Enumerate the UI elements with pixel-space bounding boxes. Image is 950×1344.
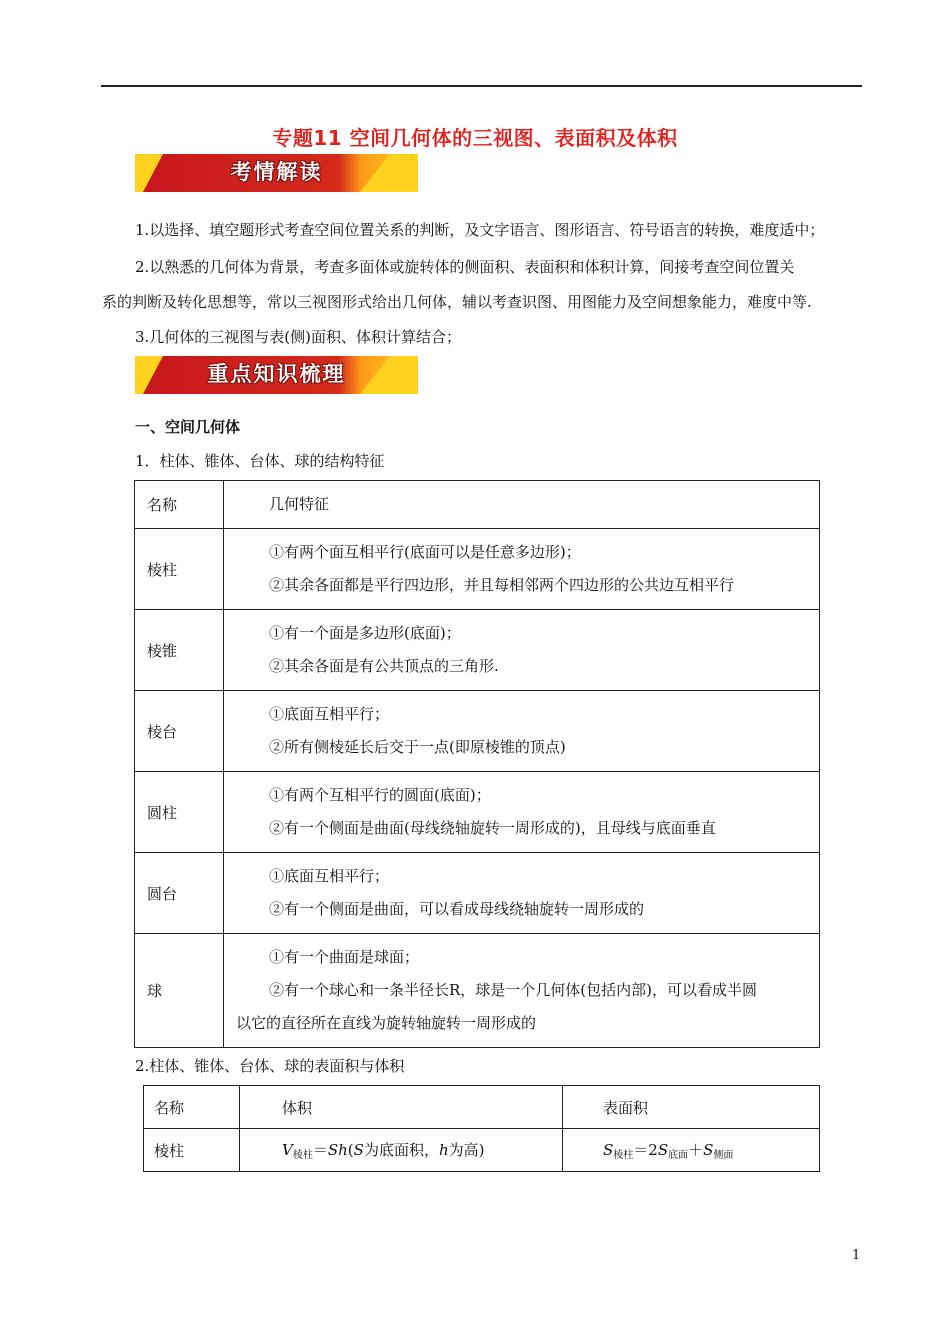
feature-1: ①有两个互相平行的圆面(底面)； [269, 786, 491, 804]
formula-subscript: 底面 [668, 1150, 689, 1161]
formula-part: ＋ [688, 1141, 704, 1159]
formula-subscript: 棱柱 [292, 1150, 313, 1161]
banner-label: 重点知识梳理 [207, 362, 346, 386]
formula-part: 为高) [448, 1141, 485, 1159]
header-feature [224, 481, 820, 529]
header-feature-label: 几何特征 [269, 495, 330, 513]
row-name: 圆台 [135, 853, 224, 934]
formula-part: S [353, 1141, 364, 1159]
table-row [135, 529, 820, 610]
table-header-row [144, 1086, 820, 1129]
structure-table [134, 480, 820, 1048]
row-features [224, 529, 820, 610]
feature-1: ①底面互相平行； [269, 705, 390, 723]
feature-1: ①有两个面互相平行(底面可以是任意多边形)； [269, 543, 581, 561]
formula-subscript: 棱柱 [613, 1150, 634, 1161]
feature-1: ①底面互相平行； [269, 867, 390, 885]
formula-part: 为底面积， [363, 1141, 439, 1159]
banner-label: 考情解读 [230, 160, 323, 184]
feature-2: ②其余各面都是平行四边形，并且每相邻两个四边形的公共边互相平行 [269, 576, 735, 594]
table-row [144, 1129, 820, 1172]
row-features [224, 934, 820, 1048]
banner-key-knowledge [135, 356, 418, 394]
header-volume: 体积 [240, 1086, 563, 1129]
formula-part: Sh [327, 1141, 348, 1159]
header-name: 名称 [135, 481, 224, 529]
page-title: 专题11 空间几何体的三视图、表面积及体积 [272, 126, 678, 150]
formula-part: ＝ [312, 1141, 328, 1159]
table-row [135, 691, 820, 772]
formula-part: ＝2 [633, 1141, 658, 1159]
intro-paragraph-2-line-2: 系的判断及转化思想等，常以三视图形式给出几何体，辅以考查识图、用图能力及空间想象能力，难度中等. [102, 293, 812, 311]
formula-part: h [438, 1141, 449, 1159]
row-features [224, 610, 820, 691]
formula-part: S [703, 1141, 714, 1159]
formula-part: S [603, 1141, 614, 1159]
feature-2: ②有一个球心和一条半径长R，球是一个几何体(包括内部)，可以看成半圆 [269, 981, 758, 999]
feature-1: ①有一个曲面是球面； [269, 948, 420, 966]
formula-part: ( [347, 1141, 354, 1159]
formula-part: S [657, 1141, 669, 1159]
table-row [135, 853, 820, 934]
banner-exam-analysis [135, 154, 418, 192]
feature-2: ②有一个侧面是曲面，可以看成母线绕轴旋转一周形成的 [269, 900, 645, 918]
table-row [135, 610, 820, 691]
table-row [135, 934, 820, 1048]
feature-2: ②所有侧棱延长后交于一点(即原棱锥的顶点) [269, 738, 566, 756]
row-name: 棱台 [135, 691, 224, 772]
row-features [224, 853, 820, 934]
subsection-heading-2: 2.柱体、锥体、台体、球的表面积与体积 [135, 1057, 405, 1075]
intro-paragraph-1: 1.以选择、填空题形式考查空间位置关系的判断，及文字语言、图形语言、符号语言的转换，难度适中； [135, 221, 825, 239]
header-surface: 表面积 [563, 1086, 820, 1129]
row-name: 棱锥 [135, 610, 224, 691]
row-features [224, 772, 820, 853]
volume-formula [240, 1129, 563, 1172]
row-name: 棱柱 [144, 1129, 240, 1172]
header-name: 名称 [144, 1086, 240, 1129]
page-number: 1 [852, 1248, 861, 1263]
volume-surface-table [143, 1085, 820, 1172]
feature-2: ②其余各面是有公共顶点的三角形. [269, 657, 499, 675]
formula-part: V [282, 1141, 293, 1159]
surface-formula [563, 1129, 820, 1172]
row-name: 球 [135, 934, 224, 1048]
row-name: 棱柱 [135, 529, 224, 610]
table-header-row [135, 481, 820, 529]
table-row [135, 772, 820, 853]
feature-2-continuation: 以它的直径所在直线为旋转轴旋转一周形成的 [236, 1014, 537, 1032]
row-features [224, 691, 820, 772]
feature-2: ②有一个侧面是曲面(母线绕轴旋转一周形成的)，且母线与底面垂直 [269, 819, 716, 837]
feature-1: ①有一个面是多边形(底面)； [269, 624, 461, 642]
intro-paragraph-2-line-1: 2.以熟悉的几何体为背景，考查多面体或旋转体的侧面积、表面积和体积计算，间接考查空间位置关 [135, 258, 795, 276]
header-rule [101, 85, 862, 87]
row-name: 圆柱 [135, 772, 224, 853]
section-heading: 一、空间几何体 [135, 418, 241, 436]
intro-paragraph-3: 3.几何体的三视图与表(侧)面积、体积计算结合； [135, 328, 462, 346]
formula-subscript: 侧面 [713, 1150, 734, 1161]
subsection-heading-1: 1．柱体、锥体、台体、球的结构特征 [135, 452, 385, 470]
